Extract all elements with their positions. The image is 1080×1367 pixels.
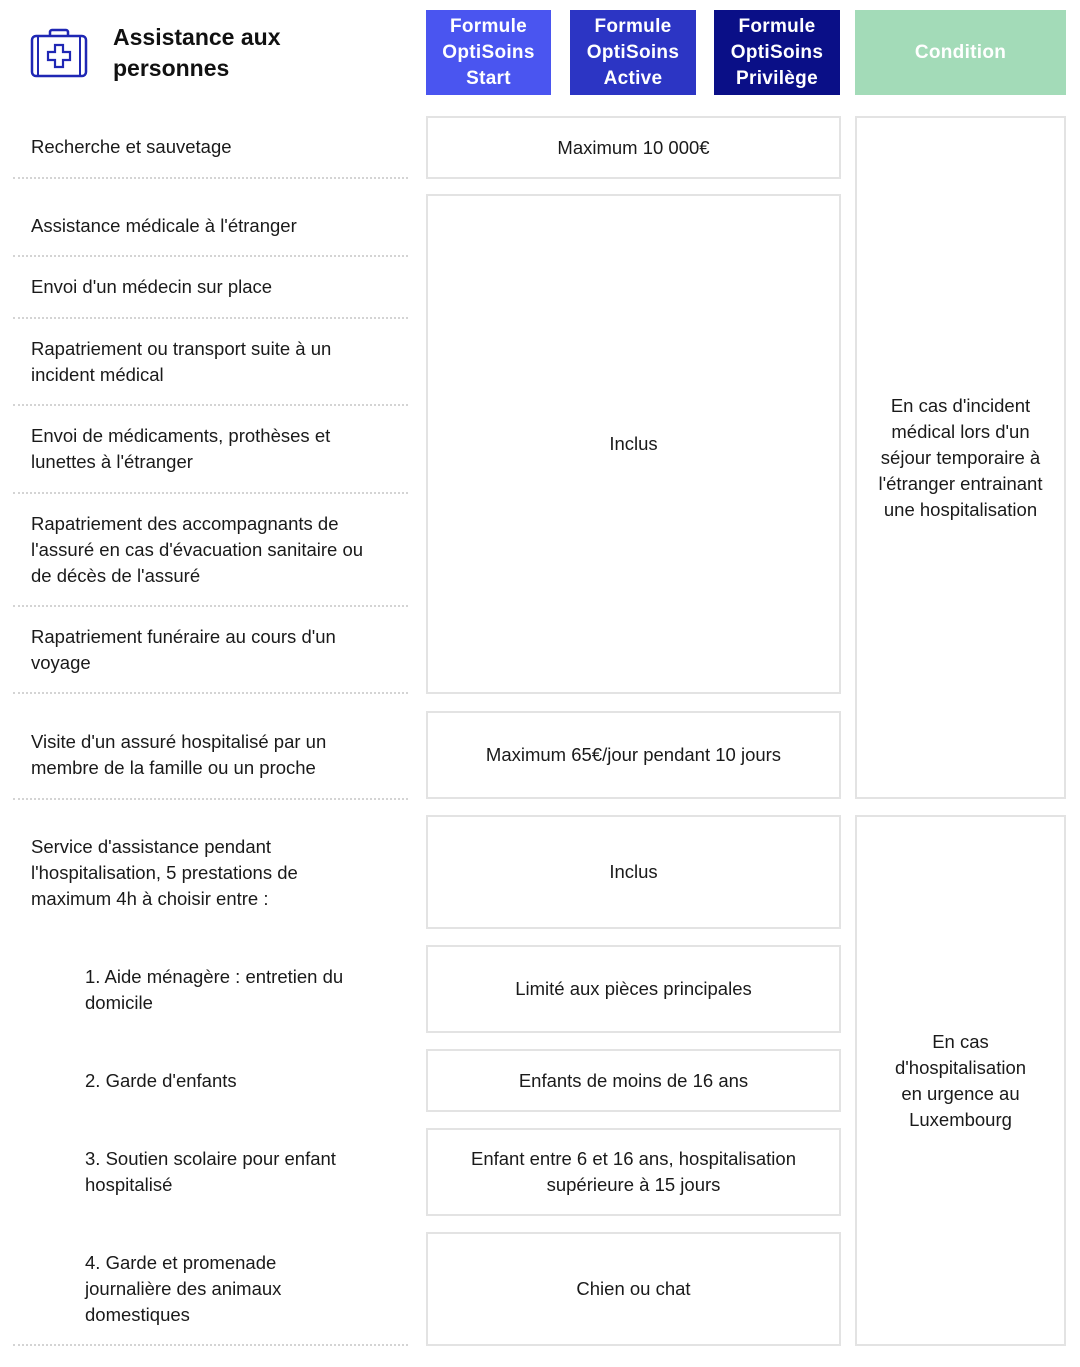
column-header-start: Formule OptiSoins Start [426, 10, 551, 95]
value-cell: Inclus [426, 815, 841, 929]
row-label: 4. Garde et promenade journalière des animaux domestiques [13, 1233, 408, 1346]
condition-cell: En cas d'incident médical lors d'un séjour temporaire à l'étranger entrainant une hospitalisation [855, 116, 1066, 799]
row-label: Service d'assistance pendant l'hospitalisation, 5 prestations de maximum 4h à choisir entre : [31, 836, 298, 909]
row-label: Rapatriement des accompagnants de l'assuré en cas d'évacuation sanitaire ou de décès de l'assuré [13, 494, 408, 607]
column-header-active: Formule OptiSoins Active [570, 10, 696, 95]
value-cell: Enfants de moins de 16 ans [426, 1049, 841, 1112]
value-cell: Maximum 10 000€ [426, 116, 841, 179]
value-cell: Inclus [426, 194, 841, 694]
value-cell: Limité aux pièces principales [426, 945, 841, 1033]
medical-kit-icon [30, 28, 88, 78]
row-label: Recherche et sauvetage [13, 117, 408, 179]
row-label: Envoi de médicaments, prothèses et lunettes à l'étranger [13, 406, 408, 494]
row-label: Rapatriement funéraire au cours d'un voyage [13, 607, 408, 694]
value-cell: Enfant entre 6 et 16 ans, hospitalisation supérieure à 15 jours [426, 1128, 841, 1216]
value-cell: Maximum 65€/jour pendant 10 jours [426, 711, 841, 799]
row-label: 2. Garde d'enfants [85, 1070, 237, 1091]
column-header-privilege: Formule OptiSoins Privilège [714, 10, 840, 95]
row-label: Visite d'un assuré hospitalisé par un membre de la famille ou un proche [13, 711, 408, 800]
condition-cell: En cas d'hospitalisation en urgence au Luxembourg [855, 815, 1066, 1346]
value-cell: Chien ou chat [426, 1232, 841, 1346]
row-label: 1. Aide ménagère : entretien du domicile [85, 966, 344, 1013]
row-label: Rapatriement ou transport suite à un incident médical [13, 319, 408, 406]
column-header-condition: Condition [855, 10, 1066, 95]
row-label: 3. Soutien scolaire pour enfant hospitalisé [85, 1148, 336, 1195]
row-label: Envoi d'un médecin sur place [13, 257, 408, 319]
page-title: Assistance aux personnes [113, 24, 281, 81]
row-label: Assistance médicale à l'étranger [13, 196, 408, 257]
